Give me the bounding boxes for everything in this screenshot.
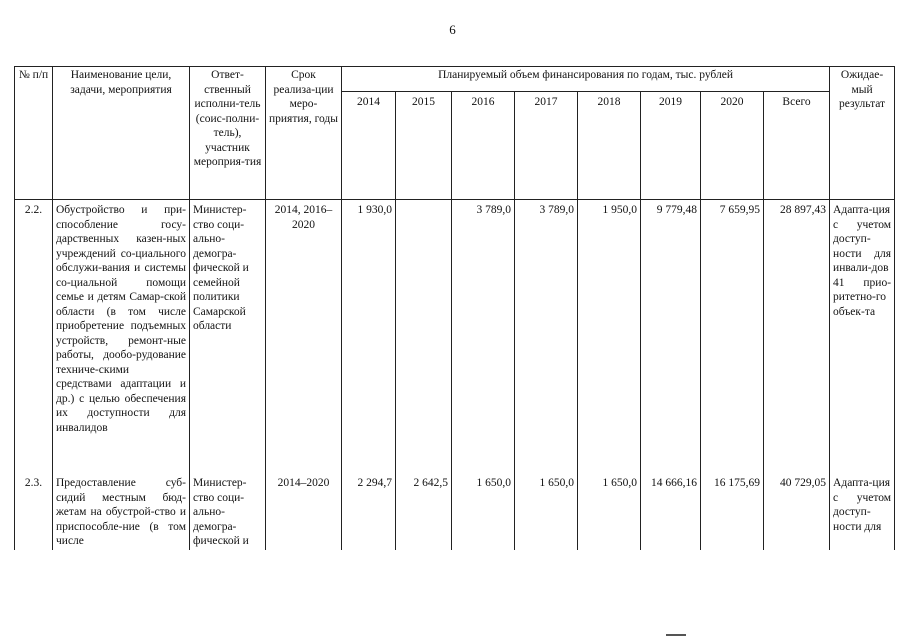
header-result: Ожидае-мый результат xyxy=(830,67,895,200)
row-value: 1 950,0 xyxy=(578,200,641,437)
row-number: 2.3. xyxy=(15,436,53,550)
header-year: 2018 xyxy=(578,92,641,200)
scan-mark xyxy=(666,634,686,636)
row-total: 28 897,43 xyxy=(764,200,830,437)
row-result: Адапта-ция с учетом доступ-ности для инвали-дов 41 прио-ритетно-го объек-та xyxy=(830,200,895,437)
row-result: Адапта-ция с учетом доступ-ности для xyxy=(830,436,895,550)
header-year: 2019 xyxy=(641,92,701,200)
row-value: 9 779,48 xyxy=(641,200,701,437)
header-total: Всего xyxy=(764,92,830,200)
row-value: 2 294,7 xyxy=(342,436,396,550)
header-name: Наименование цели, задачи, мероприятия xyxy=(53,67,190,200)
row-name: Предоставление суб-сидий местным бюд-жетам на обустрой-ство и приспособле-ние (в том числе xyxy=(53,436,190,550)
row-value: 1 650,0 xyxy=(452,436,515,550)
header-financing: Планируемый объем финансирования по годам, тыс. рублей xyxy=(342,67,830,92)
table-row xyxy=(15,200,895,437)
header-executor: Ответ-ственный исполни-тель (соис-полни-тель), участник мероприя-тия xyxy=(190,67,266,200)
header-year: 2020 xyxy=(701,92,764,200)
financing-table xyxy=(14,66,895,550)
row-value: 14 666,16 xyxy=(641,436,701,550)
table-row xyxy=(15,436,895,550)
row-value: 7 659,95 xyxy=(701,200,764,437)
header-year: 2015 xyxy=(396,92,452,200)
row-value: 1 650,0 xyxy=(578,436,641,550)
row-number: 2.2. xyxy=(15,200,53,437)
row-name: Обустройство и при-способление госу-дарственных казен-ных учреждений со-циального обслужи-вания и системы со-циальной помощи семье и детям Самар-ской области (в том числе приобретение подъемных устройств, ремонт-ные работы, дообо-рудование техниче-скими средствами адаптации и др.) с целью обеспечения их доступности для инвалидов xyxy=(53,200,190,437)
header-num: № п/п xyxy=(15,67,53,200)
row-value: 1 650,0 xyxy=(515,436,578,550)
row-executor: Министер-ство соци-ально-демогра-фической и семейной политики Самарской области xyxy=(190,200,266,437)
header-year: 2014 xyxy=(342,92,396,200)
row-executor: Министер-ство соци-ально-демогра-фической и xyxy=(190,436,266,550)
row-value: 1 930,0 xyxy=(342,200,396,437)
row-value: 3 789,0 xyxy=(452,200,515,437)
row-term: 2014, 2016–2020 xyxy=(266,200,342,437)
header-term: Срок реализа-ции меро-приятия, годы xyxy=(266,67,342,200)
row-value: 2 642,5 xyxy=(396,436,452,550)
row-total: 40 729,05 xyxy=(764,436,830,550)
row-value xyxy=(396,200,452,437)
row-value: 16 175,69 xyxy=(701,436,764,550)
header-year: 2016 xyxy=(452,92,515,200)
row-term: 2014–2020 xyxy=(266,436,342,550)
header-year: 2017 xyxy=(515,92,578,200)
page-number: 6 xyxy=(449,22,456,37)
row-value: 3 789,0 xyxy=(515,200,578,437)
